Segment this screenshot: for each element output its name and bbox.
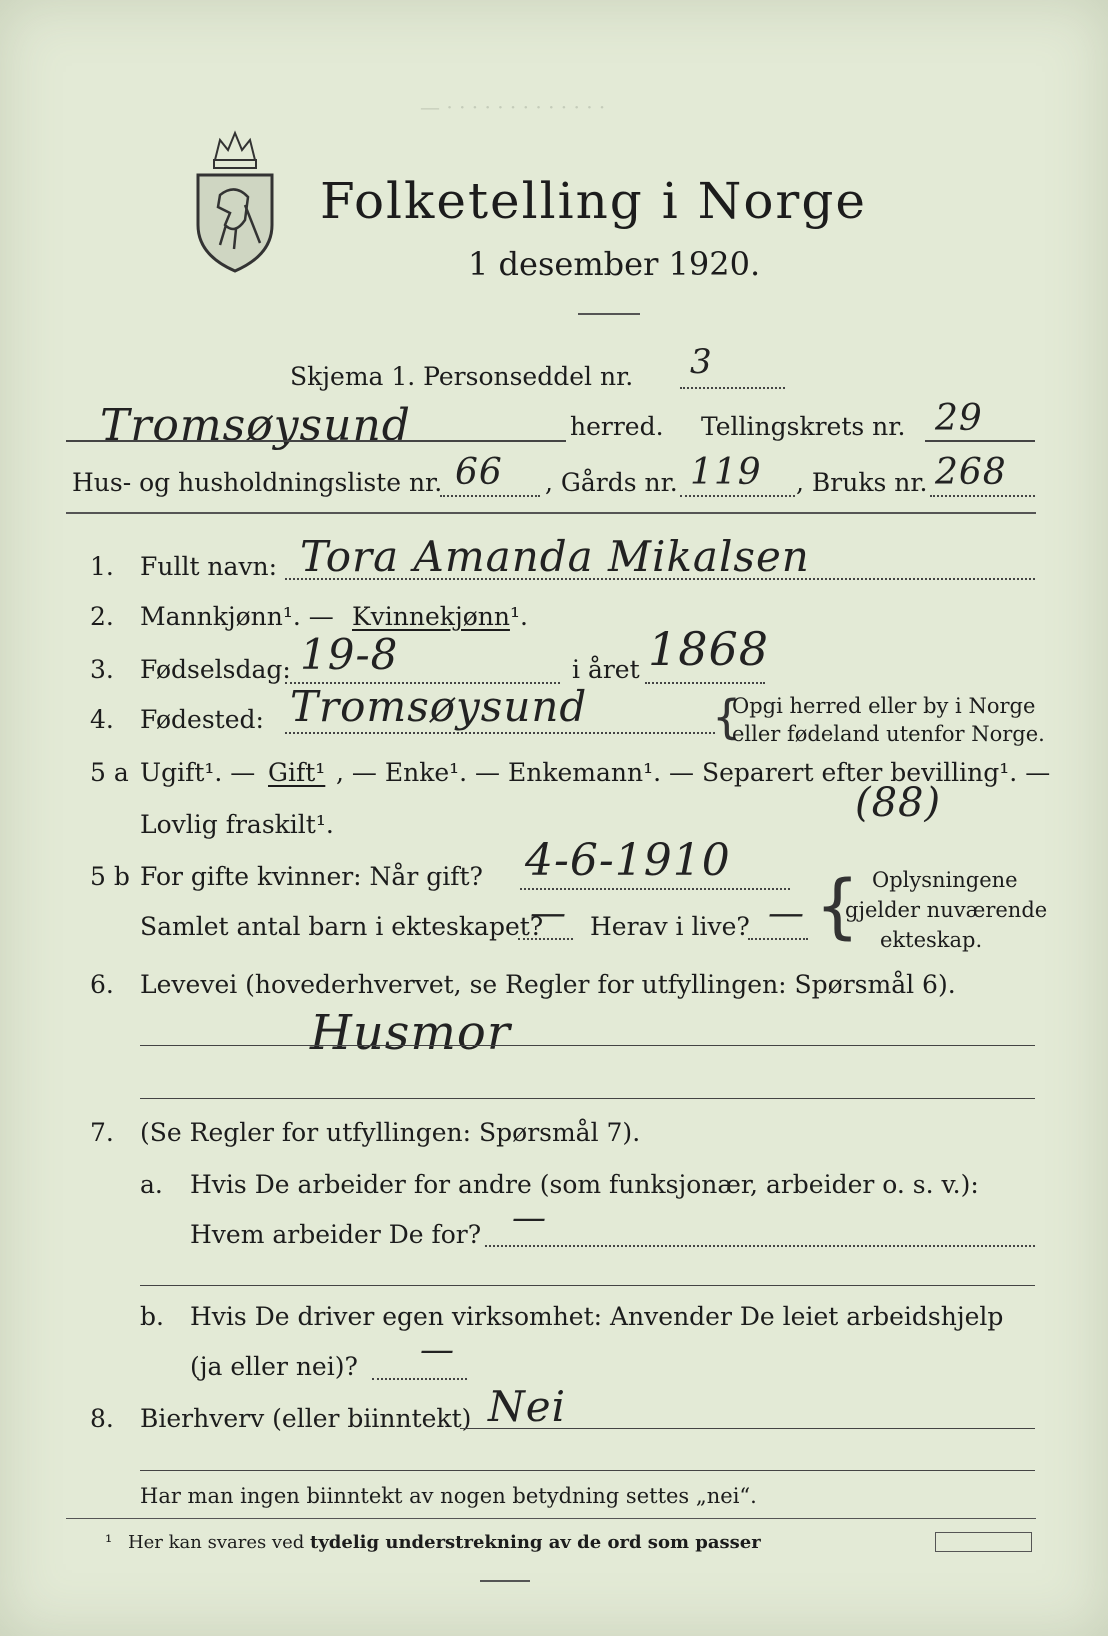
gards-value: 119 <box>690 452 762 493</box>
birthplace-line <box>285 732 715 734</box>
kvinnekjonn-suffix: ¹. <box>509 602 528 631</box>
coat-of-arms-icon <box>190 125 280 275</box>
hired-help-line <box>372 1378 467 1380</box>
gift-text: Gift¹ <box>268 758 326 787</box>
q2-number: 2. <box>90 602 114 631</box>
employer-line <box>485 1245 1035 1247</box>
bleed-through: — · · · · · · · · · · · · · <box>420 95 606 119</box>
children-line <box>518 938 573 940</box>
children-value: — <box>530 893 567 934</box>
footnote-bold: tydelig understrekning av de ord som passer <box>310 1532 761 1553</box>
occupation-label: Levevei (hovederhvervet, se Regler for utfyllingen: Spørsmål 6). <box>140 970 956 999</box>
alive-label: Herav i live? <box>590 912 750 941</box>
q6-number: 6. <box>90 970 114 999</box>
lovlig-fraskilt-option: Lovlig fraskilt¹. <box>140 810 334 839</box>
gards-line <box>680 495 795 497</box>
husliste-line <box>440 495 540 497</box>
husliste-value: 66 <box>455 452 503 493</box>
kvinnekjonn-option-selected <box>352 602 528 631</box>
ugift-option: Ugift¹. — <box>140 758 256 787</box>
printer-stamp <box>935 1532 1032 1552</box>
margin-note: (88) <box>855 780 942 826</box>
q4-number: 4. <box>90 705 114 734</box>
q5b-number: 5 b <box>90 862 130 891</box>
tellingskrets-line <box>925 440 1035 442</box>
mannkjonn-option: Mannkjønn¹. — <box>140 602 334 631</box>
married-date-value: 4-6-1910 <box>525 835 731 886</box>
footer-divider <box>66 1518 1036 1519</box>
occupation-line-2 <box>140 1098 1035 1099</box>
q3-number: 3. <box>90 655 114 684</box>
birth-year-value: 1868 <box>648 622 770 676</box>
q7-label: (Se Regler for utfyllingen: Spørsmål 7). <box>140 1118 641 1147</box>
hired-help-value: — <box>420 1330 455 1370</box>
footnote <box>105 1532 761 1553</box>
bottom-mark <box>480 1580 530 1582</box>
footnote-mark: ¹ <box>105 1532 113 1553</box>
full-name-value: Tora Amanda Mikalsen <box>300 532 810 581</box>
occupation-line-1 <box>140 1045 1035 1046</box>
herred-value: Tromsøysund <box>100 400 411 451</box>
q7b-line1: Hvis De driver egen virksomhet: Anvender De leiet arbeidshjelp <box>190 1302 1004 1331</box>
married-date-line <box>520 888 790 890</box>
alive-line <box>748 938 808 940</box>
personseddel-line <box>680 387 785 389</box>
full-name-line <box>285 578 1035 580</box>
title-divider <box>578 313 640 315</box>
birthplace-note-2: eller fødeland utenfor Norge. <box>732 722 1045 746</box>
herred-label: herred. <box>570 412 664 441</box>
side-income-line-2 <box>140 1470 1035 1471</box>
married-when-label: For gifte kvinner: Når gift? <box>140 862 483 891</box>
q7-number: 7. <box>90 1118 114 1147</box>
birthplace-value: Tromsøysund <box>290 682 588 731</box>
q7a-line1: Hvis De arbeider for andre (som funksjonær, arbeider o. s. v.): <box>190 1170 979 1199</box>
husliste-label: Hus- og husholdningsliste nr. <box>72 468 443 497</box>
gift-option-selected <box>268 758 325 787</box>
herred-line <box>66 440 566 442</box>
children-label: Samlet antal barn i ekteskapet? <box>140 912 544 941</box>
tellingskrets-label: Tellingskrets nr. <box>701 412 906 441</box>
q7b-line2: (ja eller nei)? <box>190 1352 358 1381</box>
occupation-value: Husmor <box>310 1005 511 1061</box>
form-date: 1 desember 1920. <box>468 245 761 283</box>
birthplace-brace: { <box>712 690 742 744</box>
marriage-note-1: Oplysningene <box>872 868 1018 892</box>
gards-label: , Gårds nr. <box>545 468 678 497</box>
bruks-label: , Bruks nr. <box>796 468 928 497</box>
q1-number: 1. <box>90 552 114 581</box>
bruks-value: 268 <box>935 452 1007 493</box>
skjema-label: Skjema 1. Personseddel nr. <box>290 362 634 391</box>
birthplace-note-1: Opgi herred eller by i Norge <box>732 694 1036 718</box>
alive-value: — <box>768 893 805 934</box>
form-title: Folketelling i Norge <box>320 172 867 230</box>
footnote-pre: Her kan svares ved <box>127 1532 305 1553</box>
q7a-line2: Hvem arbeider De for? <box>190 1220 482 1249</box>
employer-line-2 <box>140 1285 1035 1286</box>
side-income-label: Bierhverv (eller biinntekt) <box>140 1404 472 1433</box>
nei-note: Har man ingen biinntekt av nogen betydning settes „nei“. <box>140 1484 757 1508</box>
marriage-brace: { <box>815 865 860 947</box>
q7a-letter: a. <box>140 1170 163 1199</box>
employer-value: — <box>512 1198 547 1238</box>
personseddel-number: 3 <box>690 342 713 382</box>
side-income-value: Nei <box>488 1382 567 1431</box>
bruks-line <box>930 495 1035 497</box>
q5a-number: 5 a <box>90 758 129 787</box>
q8-number: 8. <box>90 1404 114 1433</box>
q1-label: Fullt navn: <box>140 552 278 581</box>
side-income-line <box>460 1428 1035 1429</box>
kvinnekjonn-text: Kvinnekjønn <box>352 602 510 631</box>
birth-year-line <box>645 682 765 684</box>
birthday-value: 19-8 <box>300 630 399 679</box>
q4-label: Fødested: <box>140 705 264 734</box>
marriage-note-3: ekteskap. <box>880 928 983 952</box>
marriage-note-2: gjelder nuværende <box>845 898 1048 922</box>
q7b-letter: b. <box>140 1302 164 1331</box>
marital-options-rest: , — Enke¹. — Enkemann¹. — Separert efter bevilling¹. — <box>336 758 1051 787</box>
year-label: i året <box>572 655 640 684</box>
q3-label: Fødselsdag: <box>140 655 291 684</box>
header-divider <box>66 512 1036 514</box>
tellingskrets-value: 29 <box>935 398 983 439</box>
